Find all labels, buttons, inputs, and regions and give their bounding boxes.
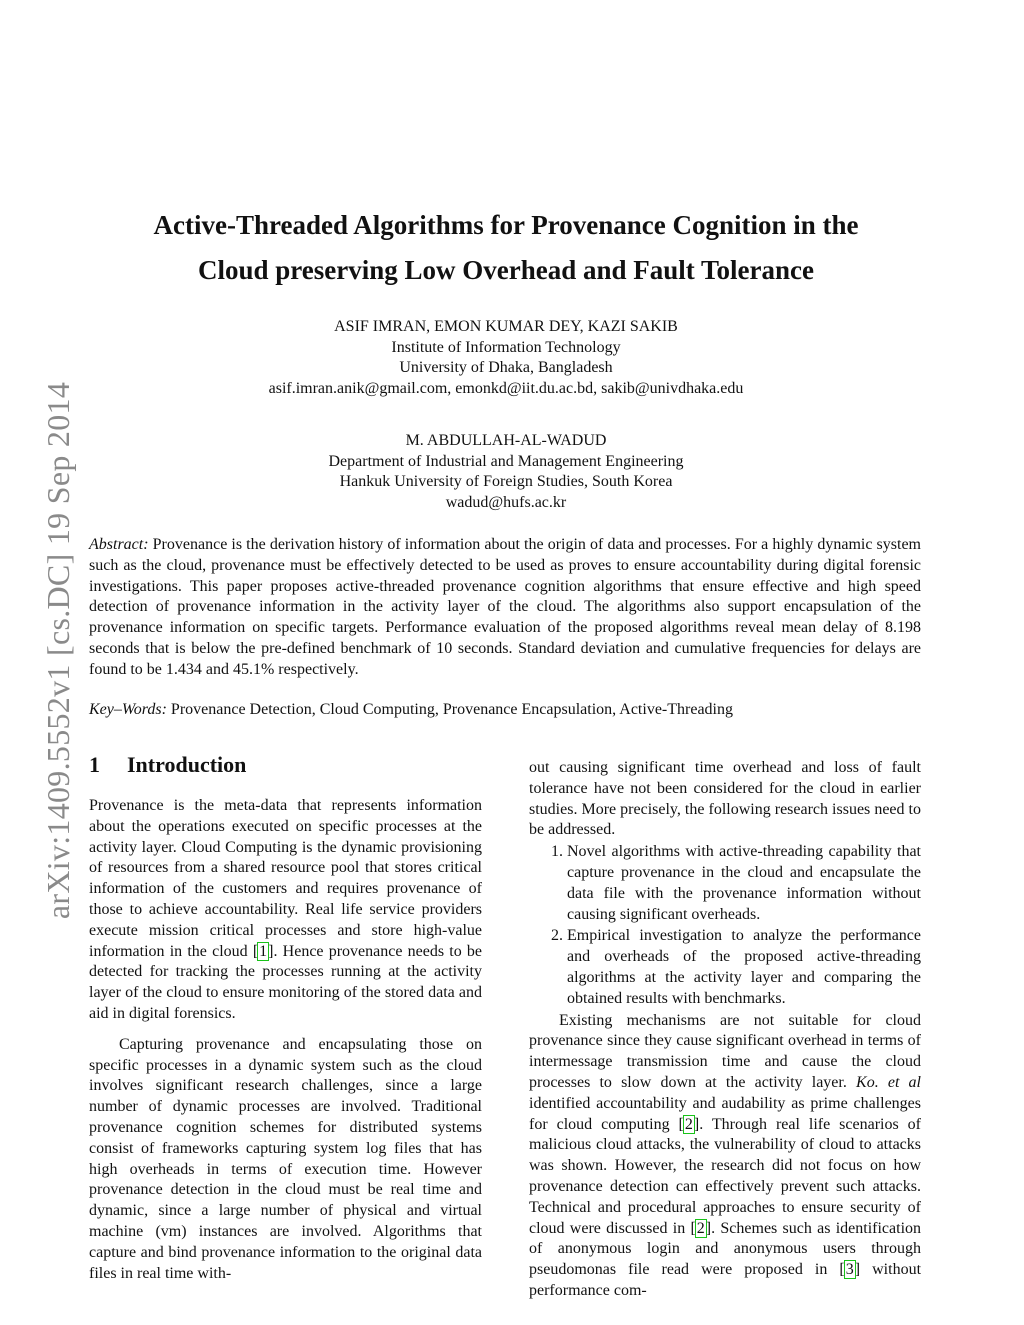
section-number: 1	[89, 752, 100, 777]
author-block-2	[150, 431, 862, 514]
paragraph	[529, 758, 921, 841]
list-item-text: Empirical investigation to analyze the performance and overheads of the proposed active-threading algorithms at the activity layer and comparing the obtained results with benchmarks.	[567, 927, 921, 1007]
paragraph-text: out causing significant time overhead and loss of fault tolerance have not been considered for the cloud in earlier studies. More precisely, the following research issues need to be addressed.	[529, 759, 921, 839]
et-al-text: Ko. et al	[856, 1073, 922, 1091]
author-university: University of Dhaka, Bangladesh	[399, 359, 613, 377]
abstract	[89, 535, 921, 681]
paragraph-text: Hence provenance needs to be detected for tracking the processes running at the activity layer of the cloud to ensure monitoring of the stored data and aid in digital forensics.	[89, 942, 482, 1022]
keywords-label: Key–Words:	[89, 701, 167, 718]
paragraph-text: Existing mechanisms are not suitable for cloud provenance since they cause significant overhead in terms of intermessage transmission time and cause the cloud processes to slow down at the activity layer.	[529, 1011, 921, 1091]
list-item-text: Novel algorithms with active-threading capability that capture provenance in the cloud and encapsulate the data file with the provenance information without causing significant overheads.	[567, 843, 921, 923]
paragraph-text: without performance com-	[529, 1261, 922, 1299]
paragraph-text: Schemes such as identification of anonymous login and anonymous users through pseudomonas file read were proposed in	[529, 1219, 922, 1279]
list-item	[567, 842, 921, 925]
paragraph: Provenance is the meta-data that represents information about the operations executed on specific processes at the activity layer. Cloud Computing is the dynamic provisioning of resources from a shared resource pool that stores critical information of the customers and requires provenance of those to achieve accountability. Real life service providers execute mission critical processes and store high-value information in the cloud [1]. Hence provenance needs to be detected for tracking the processes running at the activity layer of the cloud to ensure monitoring of the stored data and aid in digital forensics.	[89, 797, 482, 1022]
arxiv-identifier	[34, 360, 84, 940]
list-item	[567, 926, 921, 1009]
right-column	[529, 758, 921, 1302]
research-issues-list	[529, 842, 921, 1009]
author-university: Hankuk University of Foreign Studies, South Korea	[339, 473, 673, 491]
left-column	[89, 796, 482, 1284]
paper-title	[100, 203, 912, 293]
citation-link[interactable]: 3	[845, 1261, 854, 1279]
citation-link[interactable]: 1	[259, 942, 268, 960]
paragraph: Existing mechanisms are not suitable for cloud provenance since they cause significant overhead in terms of intermessage transmission time and cause the cloud processes to slow down at the activity layer. Ko. et al identified accountability and audability as prime challenges for cloud computing [2]. Through real life scenarios of malicious cloud attacks, the vulnerability of cloud to attacks was shown. However, the research did not focus on how provenance detection can effectively prevent such attacks. Technical and procedural approaches to ensure security of cloud were discussed in [2]. Schemes such as identification of anonymous login and anonymous users through pseudomonas file read were proposed in [3] without performance com-	[529, 1011, 922, 1299]
citation-link[interactable]: 2	[684, 1115, 693, 1133]
title-line-2: Cloud preserving Low Overhead and Fault Tolerance	[197, 255, 815, 285]
paragraph-text: Capturing provenance and encapsulating those on specific processes in a dynamic system such as the cloud involves significant research challenges, since a large number of dynamic processes are involved. Traditional provenance cognition schemes for distributed systems consist of frameworks capturing system log files that has high overheads in terms of execution time. However provenance detection in the cloud must be real time and dynamic, since a large number of physical and virtual machine (vm) instances are involved. Algorithms that capture and bind provenance information to the original data files in real time with-	[89, 1035, 482, 1282]
author-names: M. ABDULLAH-AL-WADUD	[405, 432, 607, 449]
section-title: Introduction	[127, 752, 247, 777]
citation-link[interactable]: 2	[696, 1219, 705, 1237]
author-department: Department of Industrial and Management Engineering	[328, 452, 684, 470]
paragraph-text: Through real life scenarios of malicious cloud attacks, the vulnerability of cloud to attacks was shown. However, the research did not focus on how provenance detection can effectively prevent such attacks. Technical and procedural approaches to ensure security of cloud were discussed in	[529, 1115, 922, 1237]
arxiv-identifier-text: arXiv:1409.5552v1 [cs.DC] 19 Sep 2014	[40, 381, 77, 919]
keywords-text: Provenance Detection, Cloud Computing, Provenance Encapsulation, Active-Threading	[170, 701, 733, 718]
paragraph-text: identified accountability and audability as prime challenges for cloud computing	[529, 1094, 921, 1133]
author-block-1	[150, 317, 862, 400]
abstract-text: Provenance is the derivation history of information about the origin of data and processes. For a highly dynamic system such as the cloud, provenance must be effectively detected to be used as proves to ensure accountability during digital forensic investigations. This paper proposes active-threaded provenance cognition algorithms that ensure effective and high speed detection of provenance information in the activity layer of the cloud. The algorithms also support encapsulation of the provenance information on specific targets. Performance evaluation of the proposed algorithms reveal mean delay of 8.198 seconds that is below the pre-defined benchmark of 10 seconds. Standard deviation and cumulative frequencies for delays are found to be 1.434 and 45.1% respectively.	[89, 536, 921, 678]
author-names: ASIF IMRAN, EMON KUMAR DEY, KAZI SAKIB	[334, 318, 678, 335]
author-emails: asif.imran.anik@gmail.com, emonkd@iit.du.ac.bd, sakib@univdhaka.edu	[268, 380, 744, 398]
keywords	[89, 700, 921, 721]
paragraph	[89, 1035, 482, 1285]
paragraph-text: Provenance is the meta-data that represents information about the operations executed on specific processes at the activity layer. Cloud Computing is the dynamic provisioning of resources from a shared resource pool that stores critical information of the customers and requires provenance of those to achieve accountability. Real life service providers execute mission critical processes and store high-value information in the cloud	[89, 797, 482, 960]
author-email: wadud@hufs.ac.kr	[445, 494, 567, 512]
author-institute: Institute of Information Technology	[391, 338, 621, 356]
section-heading	[89, 752, 246, 778]
title-line-1: Active-Threaded Algorithms for Provenance Cognition in the	[153, 210, 859, 240]
abstract-label: Abstract:	[89, 536, 149, 553]
